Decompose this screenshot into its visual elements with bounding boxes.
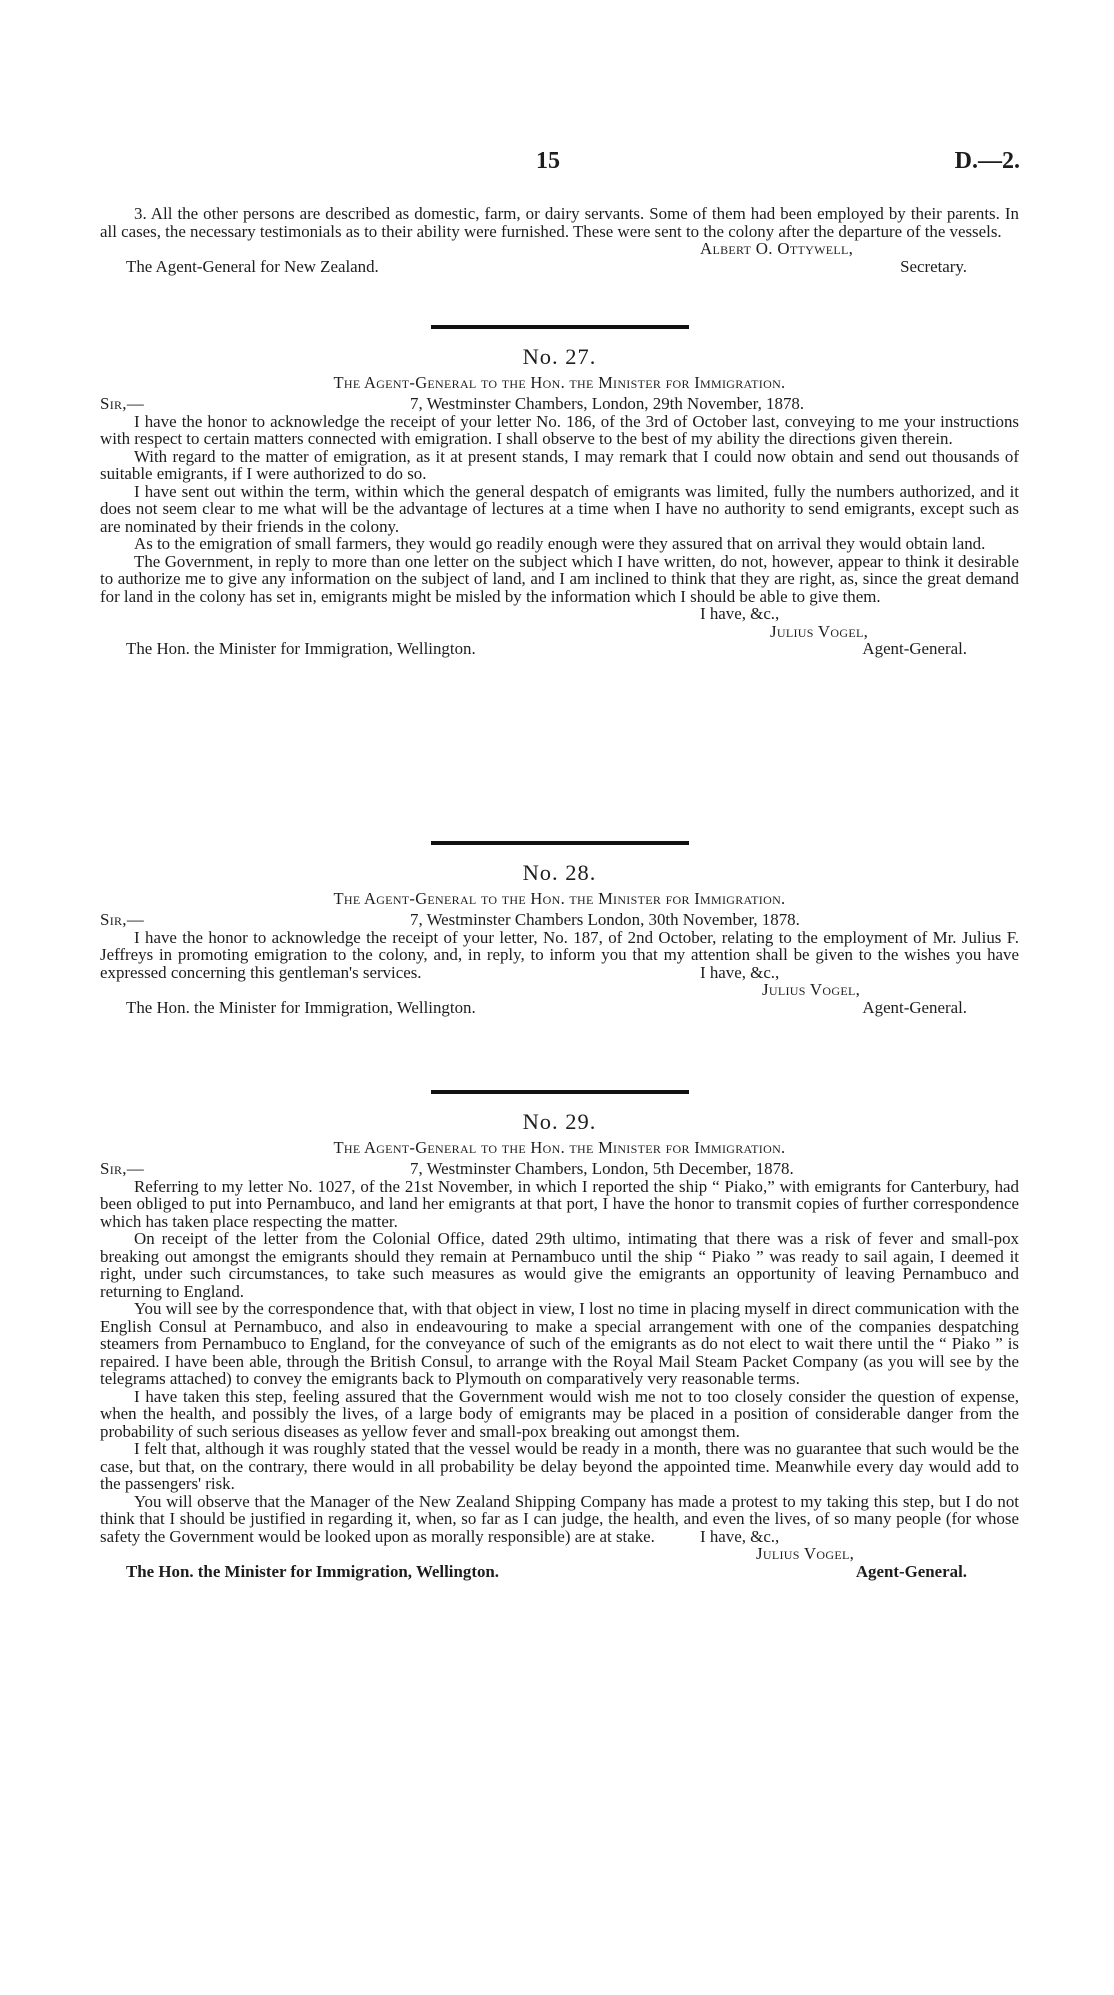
sender-address: 7, Westminster Chambers London, 30th November, 1878. — [410, 910, 800, 929]
letter-number: No. 29. — [522, 1109, 597, 1134]
body-paragraph: On receipt of the letter from the Colonial Office, dated 29th ultimo, intimating that there was a risk of fever and small-pox breaking out amongst the emigrants should they remain at Pernambuco until the ship “ Piako ” was ready to sail again, I deemed it right, under such circumstances, to take such measures as would give the emigrants an opportunity of leaving Pernambuco and returning to England. — [100, 1229, 1019, 1301]
signer-name: Albert O. Ottywell, — [700, 239, 854, 258]
letter-title: The Agent-General to the Hon. the Minister for Immigration. — [333, 889, 786, 908]
body-paragraph: I felt that, although it was roughly stated that the vessel would be ready in a month, there was no guarantee that such would be the case, but that, on the contrary, there would in all probability be delay beyond the appointed time. Meanwhile every day would add to the passengers' risk. — [100, 1439, 1019, 1493]
signer-title: Agent-General. — [855, 1561, 967, 1581]
signer-title: Agent-General. — [862, 997, 967, 1017]
signer-name: Julius Vogel, — [770, 621, 869, 641]
signer-title: Secretary. — [900, 256, 967, 276]
continuation-section — [100, 205, 1019, 275]
letter-title: The Agent-General to the Hon. the Minister for Immigration. — [333, 373, 786, 392]
sender-address: 7, Westminster Chambers, London, 29th November, 1878. — [410, 394, 805, 413]
letter-27 — [100, 314, 1019, 658]
body-paragraph: 3. All the other persons are described as domestic, farm, or dairy servants. Some of them had been employed by their parents. In all cases, the necessary testimonials as to their ability were furnished. These were sent to the colony after the departure of the vessels. — [100, 204, 1019, 241]
salutation: Sir,— — [100, 394, 145, 413]
addressee: The Agent-General for New Zealand. — [126, 256, 379, 276]
body-paragraph: I have the honor to acknowledge the receipt of your letter No. 186, of the 3rd of October last, conveying to me your instructions with respect to certain matters connected with emigration. I shall observe to the best of my ability the directions given therein. — [100, 411, 1019, 448]
salutation-row — [100, 395, 1019, 413]
signature-row — [100, 258, 1019, 276]
signer-name: Julius Vogel, — [756, 1544, 855, 1563]
letter-29 — [100, 1079, 1019, 1580]
letter-title: The Agent-General to the Hon. the Minister for Immigration. — [333, 1138, 786, 1157]
salutation-row — [100, 911, 1019, 929]
body-paragraph: You will observe that the Manager of the New Zealand Shipping Company has made a protest to my taking this step, but I do not think that I should be justified in regarding it, when, so far as I can judge, the health, and even the lives, of so many people (for whose safety the Government would be looked upon as morally responsible) are at stake. — [100, 1491, 1019, 1546]
signer-name: Julius Vogel, — [762, 980, 861, 999]
signature-row — [100, 1563, 1019, 1581]
body-paragraph: With regard to the matter of emigration, as it at present stands, I may remark that I could now obtain and send out thousands of suitable emigrants, if I were authorized to do so. — [100, 446, 1019, 483]
section-rule — [431, 1090, 689, 1094]
body-paragraph: I have the honor to acknowledge the receipt of your letter, No. 187, of 2nd October, relating to the employment of Mr. Julius F. Jeffreys in promoting emigration to the colony, and, in reply, to inform you that my attention shall be given to the wishes you have expressed concerning this gentleman's services. — [100, 927, 1019, 982]
closing: I have, &c., — [700, 604, 780, 623]
section-rule — [431, 841, 689, 845]
salutation-row — [100, 1160, 1019, 1178]
section-rule — [431, 325, 689, 329]
page-number: 15 — [536, 148, 560, 174]
closing: I have, &c., — [700, 962, 780, 982]
signer-title: Agent-General. — [862, 639, 967, 658]
recipient: The Hon. the Minister for Immigration, Wellington. — [126, 639, 476, 658]
recipient: The Hon. the Minister for Immigration, Wellington. — [126, 997, 476, 1017]
body-paragraph: The Government, in reply to more than one letter on the subject which I have written, do not, however, appear to think it desirable to authorize me to give any information on the subject of land, and I am inclined to think that they are right, as, since the great demand for land in the colony has set in, emigrants might be misled by the information which I should be able to give them. — [100, 551, 1019, 606]
letter-number: No. 27. — [522, 344, 597, 369]
body-paragraph: I have taken this step, feeling assured that the Government would wish me not to too closely consider the question of expense, when the health, and possibly the lives, of a large body of emigrants may be placed in a position of considerable danger from the probability of such serious diseases as yellow fever and small-pox breaking out amongst them. — [100, 1386, 1019, 1441]
signature-row — [100, 640, 1019, 658]
body-paragraph: I have sent out within the term, within which the general despatch of emigrants was limited, fully the numbers authorized, and it does not seem clear to me what will be the advantage of lectures at a time when I have no authority to send emigrants, except such as are nominated by their friends in the colony. — [100, 481, 1019, 536]
body-paragraph: You will see by the correspondence that, with that object in view, I lost no time in placing myself in direct communication with the English Consul at Pernambuco, and also in endeavouring to make a special arrangement with one of the companies despatching steamers from Pernambuco to England, for the conveyance of such of the emigrants as do not elect to wait there until the “ Piako ” is repaired. I have been able, through the British Consul, to arrange with the Royal Mail Steam Packet Company (as you will see by the telegrams attached) to convey the emigrants back to Plymouth on comparatively very reasonable terms. — [100, 1299, 1019, 1388]
salutation: Sir,— — [100, 910, 145, 929]
salutation: Sir,— — [100, 1159, 145, 1178]
page-header — [100, 148, 1020, 178]
letter-28 — [100, 830, 1019, 1016]
document-reference: D.—2. — [954, 148, 1020, 174]
body-paragraph: Referring to my letter No. 1027, of the 21st November, in which I reported the ship “ Piako,” with emigrants for Canterbury, had been obliged to put into Pernambuco, and land her emigrants at that port, I have the honor to transmit copies of further correspondence which has taken place respecting the matter. — [100, 1176, 1019, 1231]
sender-address: 7, Westminster Chambers, London, 5th December, 1878. — [410, 1159, 794, 1178]
closing: I have, &c., — [700, 1526, 780, 1546]
recipient: The Hon. the Minister for Immigration, Wellington. — [126, 1561, 500, 1581]
letter-number: No. 28. — [522, 860, 597, 885]
body-paragraph: As to the emigration of small farmers, they would go readily enough were they assured that on arrival they would obtain land. — [134, 534, 986, 553]
signature-row — [100, 999, 1019, 1017]
